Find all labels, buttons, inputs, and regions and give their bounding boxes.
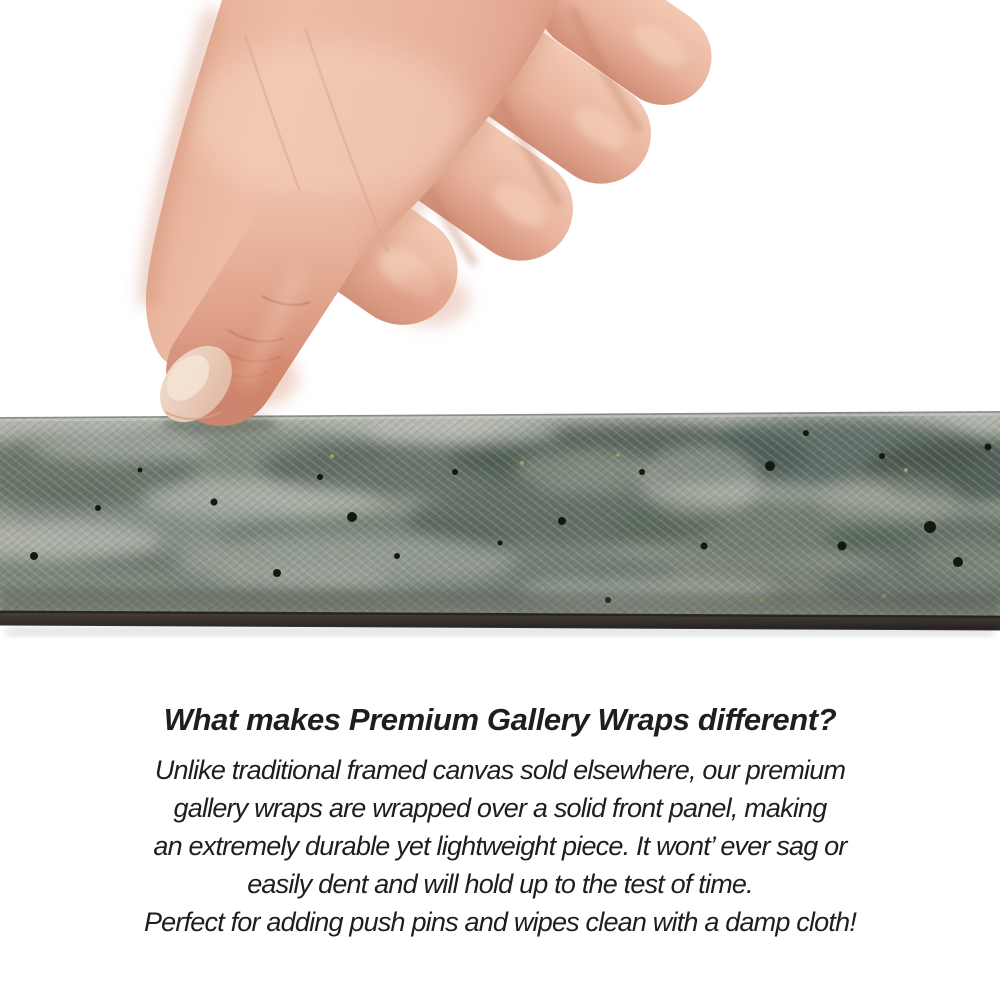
caption-line-5: Perfect for adding push pins and wipes clean with a damp cloth! xyxy=(143,907,857,937)
caption-heading: What makes Premium Gallery Wraps different? xyxy=(163,702,837,737)
caption-line-3: an extremely durable yet lightweight piece. It wont’ ever sag or xyxy=(153,831,847,861)
caption-line-4: easily dent and will hold up to the test of time. xyxy=(247,869,753,899)
caption-line-2: gallery wraps are wrapped over a solid front panel, making xyxy=(173,793,827,823)
canvas-drop-shadow xyxy=(6,628,994,635)
hand-sheen xyxy=(190,40,470,200)
caption-block xyxy=(0,702,1000,941)
canvas-strip xyxy=(0,405,1000,635)
caption-line-1: Unlike traditional framed canvas sold elsewhere, our premium xyxy=(154,755,846,785)
